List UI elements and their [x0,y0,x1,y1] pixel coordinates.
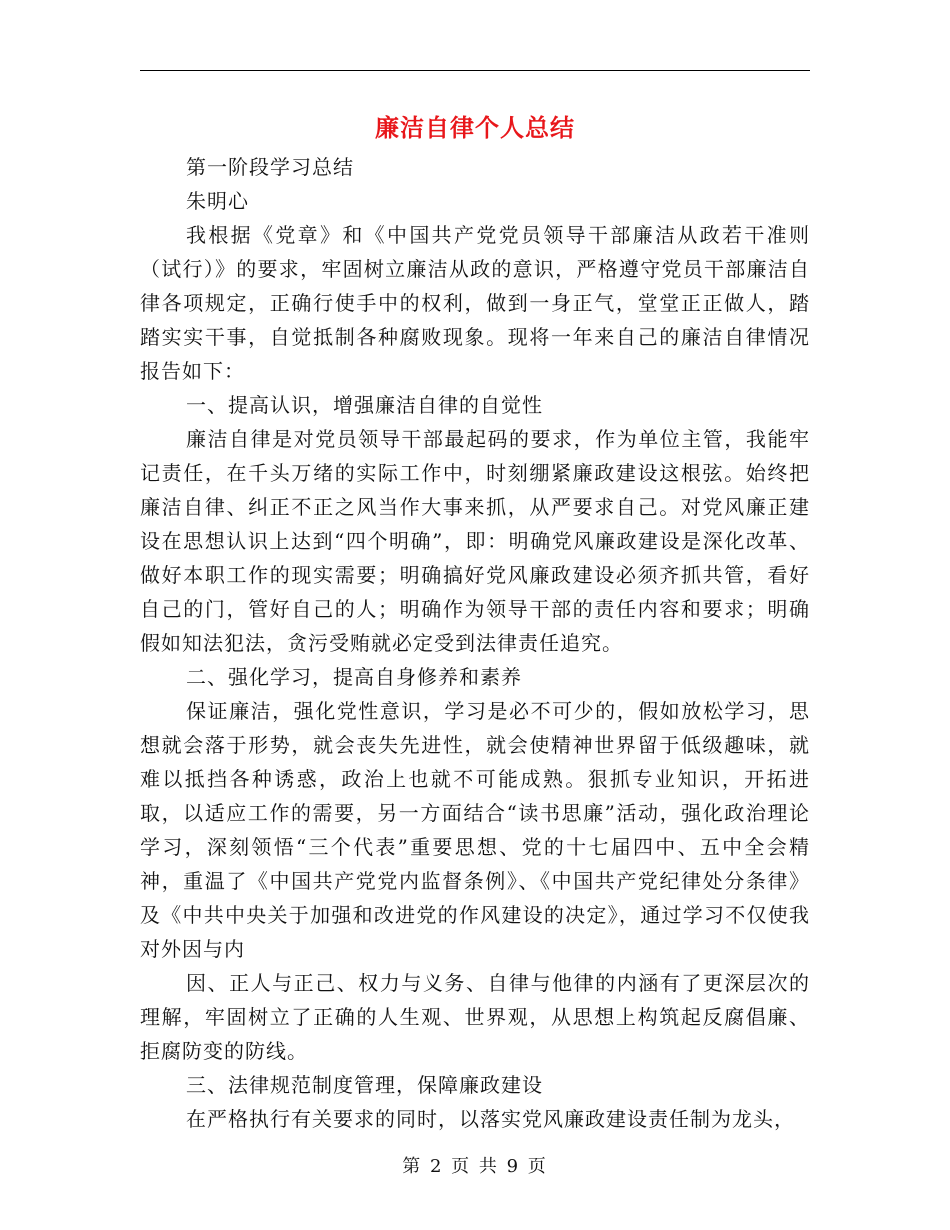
page-footer: 第 2 页 共 9 页 [402,1156,548,1177]
section-heading-2: 二、强化学习，提高自身修养和素养 [186,665,522,689]
section-heading-1: 一、提高认识，增强廉洁自律的自觉性 [186,393,543,417]
paragraph-section-2-cont: 因、正人与正己、权力与义务、自律与他律的内涵有了更深层次的理解，牢固树立了正确的人生观、世界观，从思想上构筑起反腐倡廉、拒腐防变的防线。 [140,971,810,1063]
header-rule [140,70,810,71]
paragraph-section-3: 在严格执行有关要求的同时，以落实党风廉政建设责任制为龙头， [186,1107,795,1131]
paragraph-section-1: 廉洁自律是对党员领导干部最起码的要求，作为单位主管，我能牢记责任，在千头万绪的实际工作中，时刻绷紧廉政建设这根弦。始终把廉洁自律、纠正不正之风当作大事来抓，从严要求自己。对党风廉正建设在思想认识上达到“四个明确”，即：明确党风廉政建设是深化改革、做好本职工作的现实需要；明确搞好党风廉政建设必须齐抓共管，看好自己的门，管好自己的人；明确作为领导干部的责任内容和要求；明确假如知法犯法，贪污受贿就必定受到法律责任追究。 [140,427,810,655]
paragraph-author: 朱明心 [186,189,249,213]
paragraph-intro: 我根据《党章》和《中国共产党党员领导干部廉洁从政若干准则（试行）》的要求，牢固树立廉洁从政的意识，严格遵守党员干部廉洁自律各项规定，正确行使手中的权利，做到一身正气，堂堂正正做人，踏踏实实干事，自觉抵制各种腐败现象。现将一年来自己的廉洁自律情况报告如下： [140,223,810,383]
document-body [140,150,810,1136]
paragraph-section-2: 保证廉洁，强化党性意识，学习是必不可少的，假如放松学习，思想就会落于形势，就会丧失先进性，就会使精神世界留于低级趣味，就难以抵挡各种诱惑，政治上也就不可能成熟。狠抓专业知识，开拓进取，以适应工作的需要，另一方面结合“读书思廉”活动，强化政治理论学习，深刻领悟“三个代表”重要思想、党的十七届四中、五中全会精神，重温了《中国共产党党内监督条例》、《中国共产党纪律处分条律》及《中共中央关于加强和改进党的作风建设的决定》，通过学习不仅使我对外因与内 [140,699,810,961]
paragraph-subtitle: 第一阶段学习总结 [186,155,354,179]
document-title: 廉洁自律个人总结 [375,114,575,142]
section-heading-3: 三、法律规范制度管理，保障廉政建设 [186,1073,543,1097]
